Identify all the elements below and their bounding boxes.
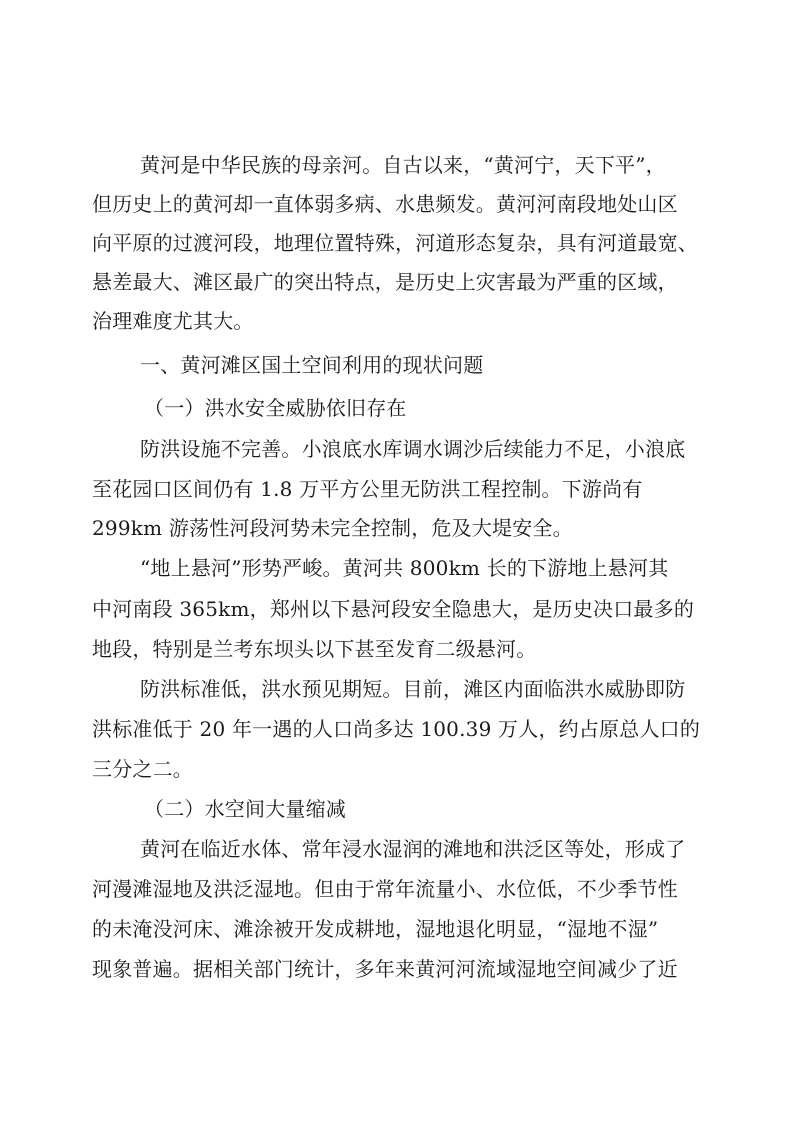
paragraph-1-line-4: 悬差最大、滩区最广的突出特点，是历史上灾害最为严重的区域， [92, 270, 678, 294]
subsection-heading-2: （二）水空间大量缩减 [144, 797, 346, 821]
paragraph-1-line-1: 黄河是中华民族的母亲河。自古以来，“黄河宁，天下平”， [140, 153, 666, 177]
section-heading-1: 一、黄河滩区国土空间利用的现状问题 [140, 353, 484, 377]
subsection-heading-1: （一）洪水安全威胁依旧存在 [144, 396, 407, 420]
paragraph-1-line-2: 但历史上的黄河却一直体弱多病、水患频发。黄河河南段地处山区 [92, 192, 678, 216]
paragraph-2-line-1: 防洪设施不完善。小浪底水库调水调沙后续能力不足，小浪底 [140, 437, 686, 461]
paragraph-5-line-3: 的未淹没河床、滩涂被开发成耕地，湿地退化明显，“湿地不湿” [92, 917, 659, 941]
paragraph-3-line-3: 地段，特别是兰考东坝头以下甚至发育二级悬河。 [92, 637, 537, 661]
paragraph-5-line-1: 黄河在临近水体、常年浸水湿润的滩地和洪泛区等处，形成了 [140, 837, 686, 861]
paragraph-4-line-3: 三分之二。 [92, 757, 193, 781]
paragraph-3-line-1: “地上悬河”形势严峻。黄河共 800km 长的下游地上悬河其 [140, 556, 669, 580]
paragraph-5-line-4: 现象普遍。据相关部门统计，多年来黄河河流域湿地空间减少了近 [92, 957, 678, 981]
paragraph-4-line-1: 防洪标准低，洪水预见期短。目前，滩区内面临洪水威胁即防 [140, 677, 686, 701]
paragraph-4-line-2: 洪标准低于 20 年一遇的人口尚多达 100.39 万人，约占原总人口的 [92, 717, 701, 741]
paragraph-1-line-3: 向平原的过渡河段，地理位置特殊，河道形态复杂，具有河道最宽、 [92, 231, 698, 255]
paragraph-5-line-2: 河漫滩湿地及洪泛湿地。但由于常年流量小、水位低，不少季节性 [92, 877, 678, 901]
paragraph-3-line-2: 中河南段 365km，郑州以下悬河段安全隐患大，是历史决口最多的 [92, 597, 695, 621]
paragraph-1-line-5: 治理难度尤其大。 [92, 309, 254, 333]
paragraph-2-line-3: 299km 游荡性河段河势未完全控制，危及大堤安全。 [92, 516, 573, 540]
paragraph-2-line-2: 至花园口区间仍有 1.8 万平方公里无防洪工程控制。下游尚有 [92, 477, 643, 501]
